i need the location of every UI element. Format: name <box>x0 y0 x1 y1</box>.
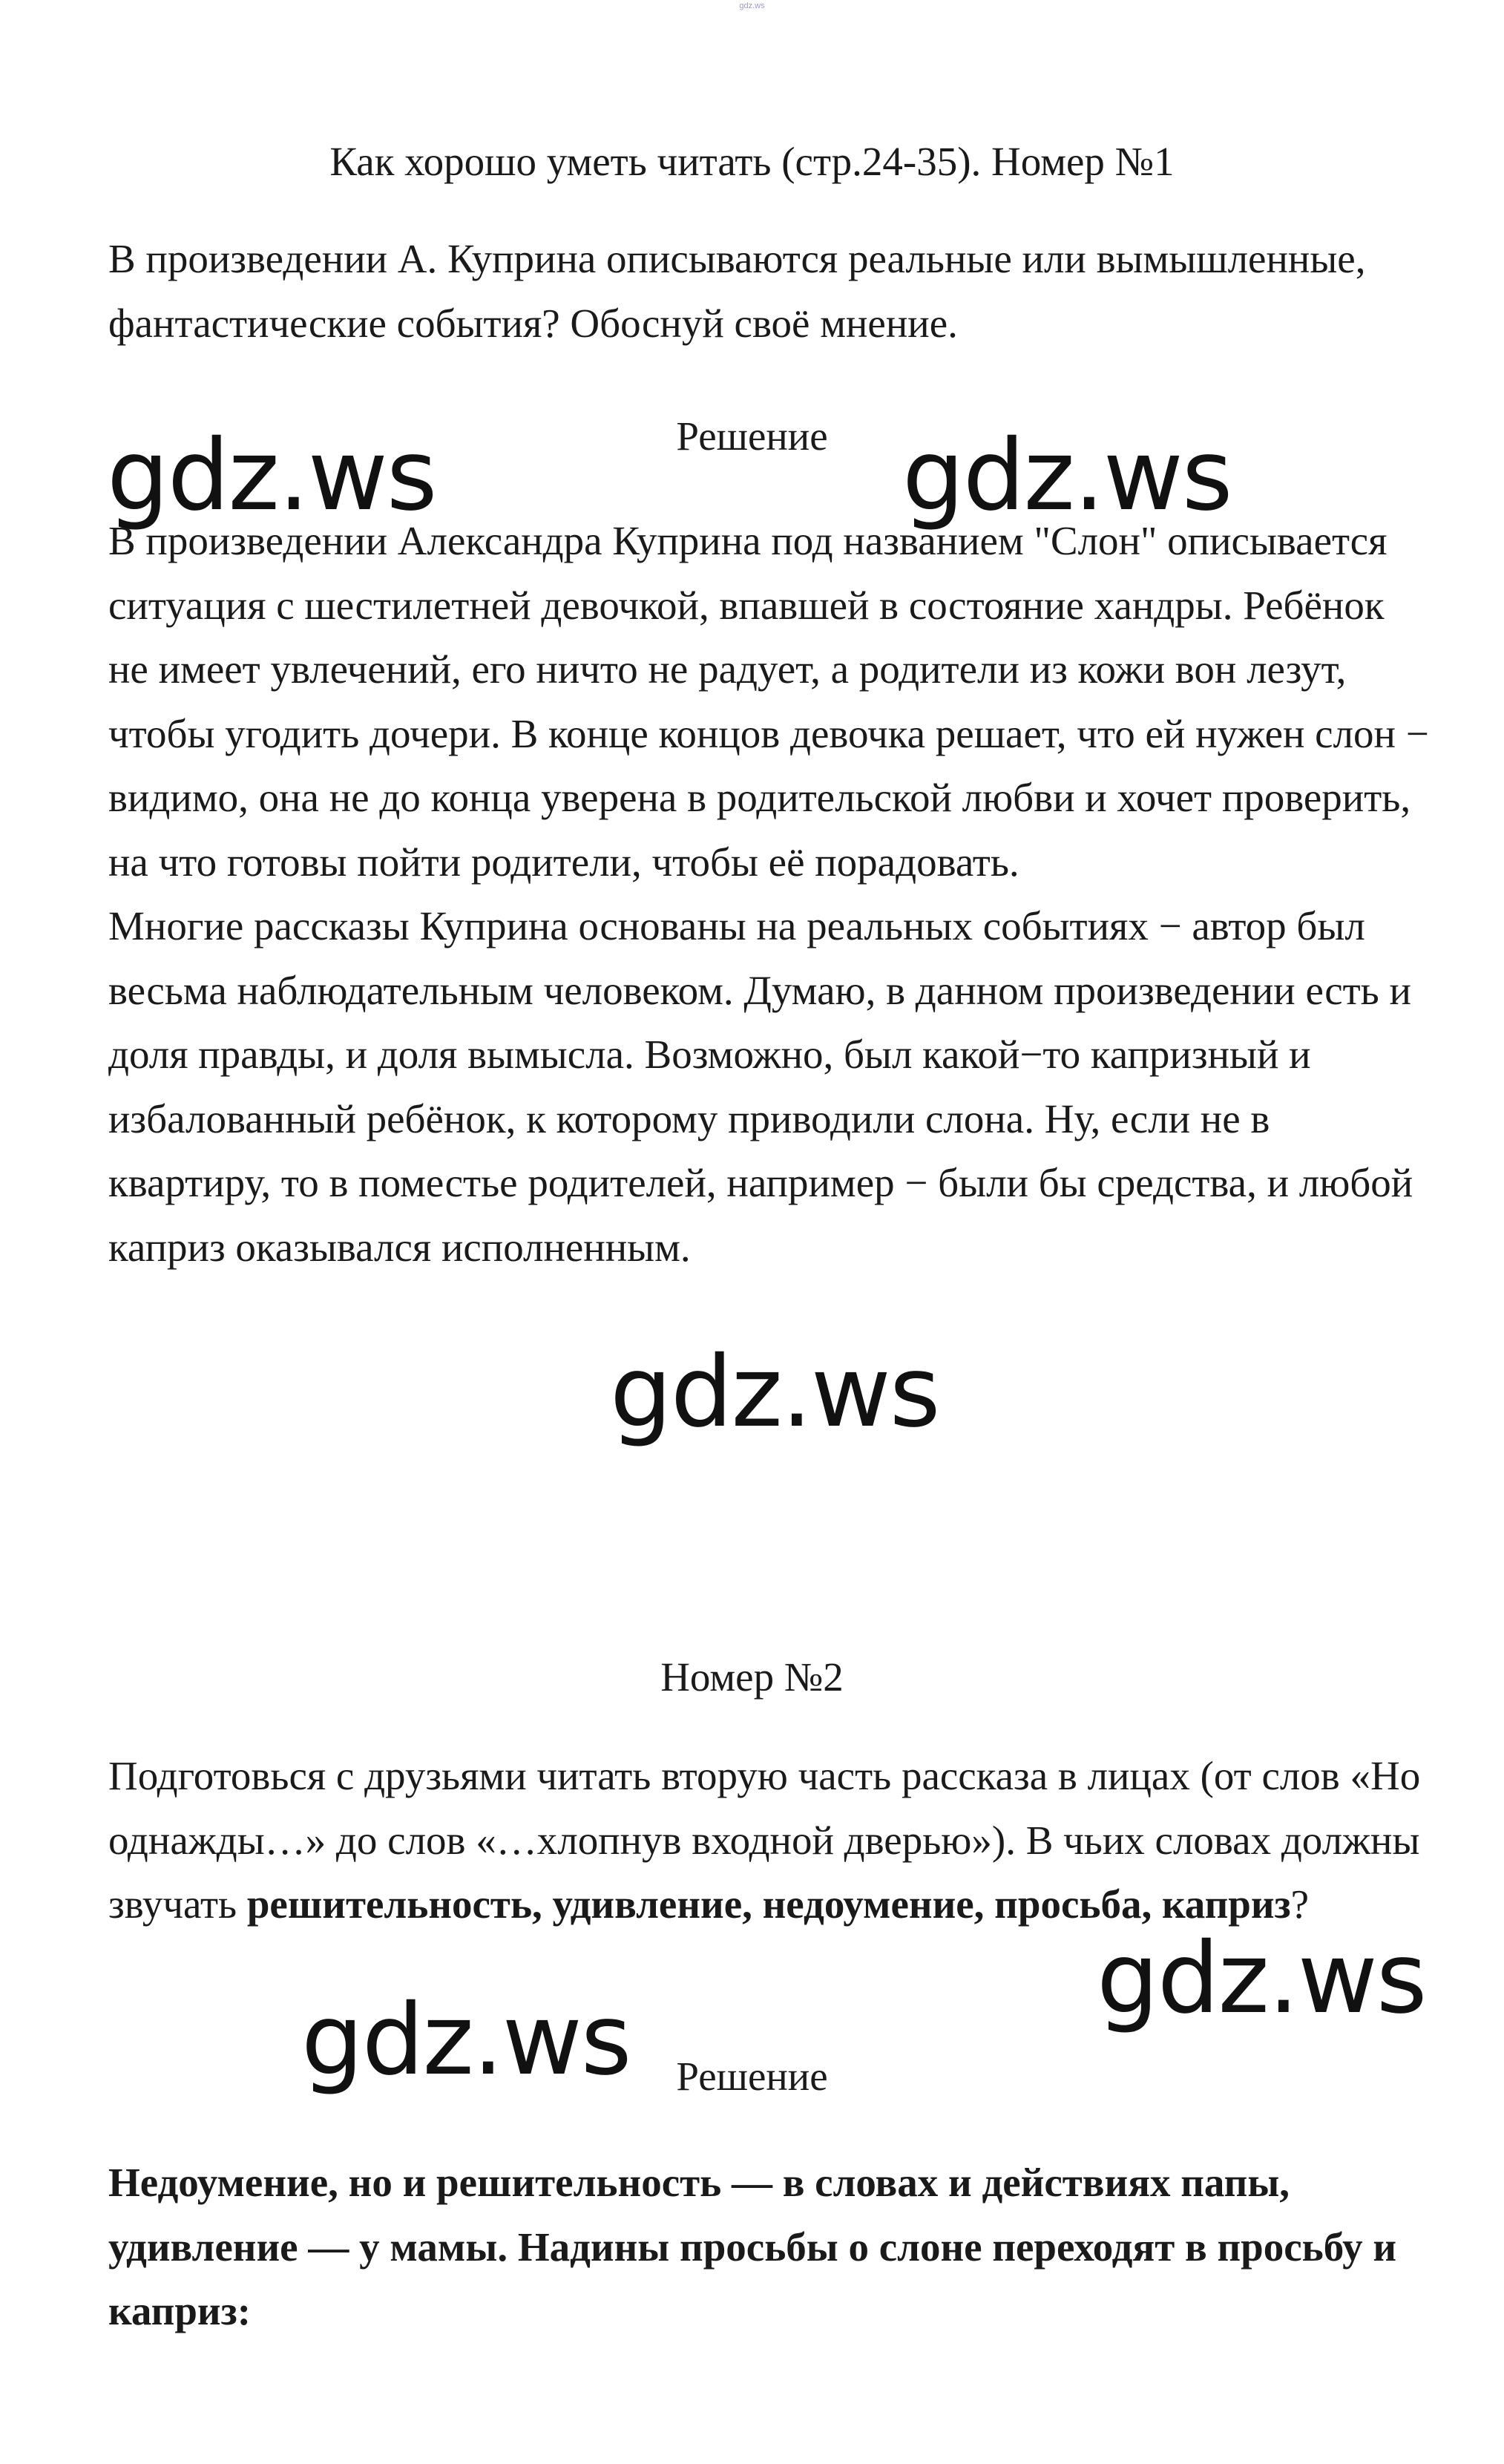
watermark-3: gdz.ws <box>610 1335 939 1449</box>
watermark-4: gdz.ws <box>1097 1921 1426 2036</box>
task1-title: Как хорошо уметь читать (стр.24-35). Номер №1 <box>329 139 1175 184</box>
watermark-2: gdz.ws <box>902 419 1232 533</box>
task2-question-emphasis: решительность, удивление, недоумение, просьба, каприз <box>246 1881 1291 1927</box>
task2-question-plain: Подготовься с друзьями читать вторую часть рассказа в лицах (от слов «Но однажды…» до слов «…хлопнув входной дверью»). В чьих словах должны звучать <box>108 1753 1421 1927</box>
task2-title: Номер №2 <box>660 1654 844 1700</box>
task2-question-text <box>108 1744 1429 1937</box>
task1-answer-paragraph-1: В произведении Александра Куприна под названием "Слон" описывается ситуация с шестилетней девочкой, впавшей в состояние хандры. Ребёнок не имеет увлечений, его ничто не радует, а родители из кожи вон лезут, чтобы угодить дочери. В конце концов девочка решает, что ей нужен слон − видимо, она не до конца уверена в родительской любви и хочет проверить, на что готовы пойти родители, чтобы её порадовать. <box>108 518 1429 885</box>
task1-answer-paragraph-2: Многие рассказы Куприна основаны на реальных событиях − автор был весьма наблюдательным человеком. Думаю, в данном произведении есть и доля правды, и доля вымысла. Возможно, был какой−то капризный и избалованный ребёнок, к которому приводили слона. Ну, если не в квартиру, то в поместье родителей, например − были бы средства, и любой каприз оказывался исполненным. <box>108 903 1413 1270</box>
task2-question <box>108 1744 1429 1937</box>
task1-answer <box>108 509 1429 1279</box>
task2-answer-text: Недоумение, но и решительность — в словах и действиях папы, удивление — у мамы. Надины просьбы о слоне переходят в просьбу и каприз: <box>108 2160 1397 2333</box>
watermark-1: gdz.ws <box>107 419 436 533</box>
task2-answer <box>108 2151 1429 2344</box>
task2-question-end: ? <box>1290 1881 1310 1927</box>
header-watermark: gdz.ws <box>739 1 765 10</box>
task1-question <box>108 227 1429 355</box>
task1-solution-label: Решение <box>676 413 828 459</box>
watermark-5: gdz.ws <box>301 1983 631 2097</box>
task2-solution-label: Решение <box>676 2054 828 2099</box>
task1-question-text: В произведении А. Куприна описываются реальные или вымышленные, фантастические события? Обоснуй своё мнение. <box>108 236 1366 346</box>
